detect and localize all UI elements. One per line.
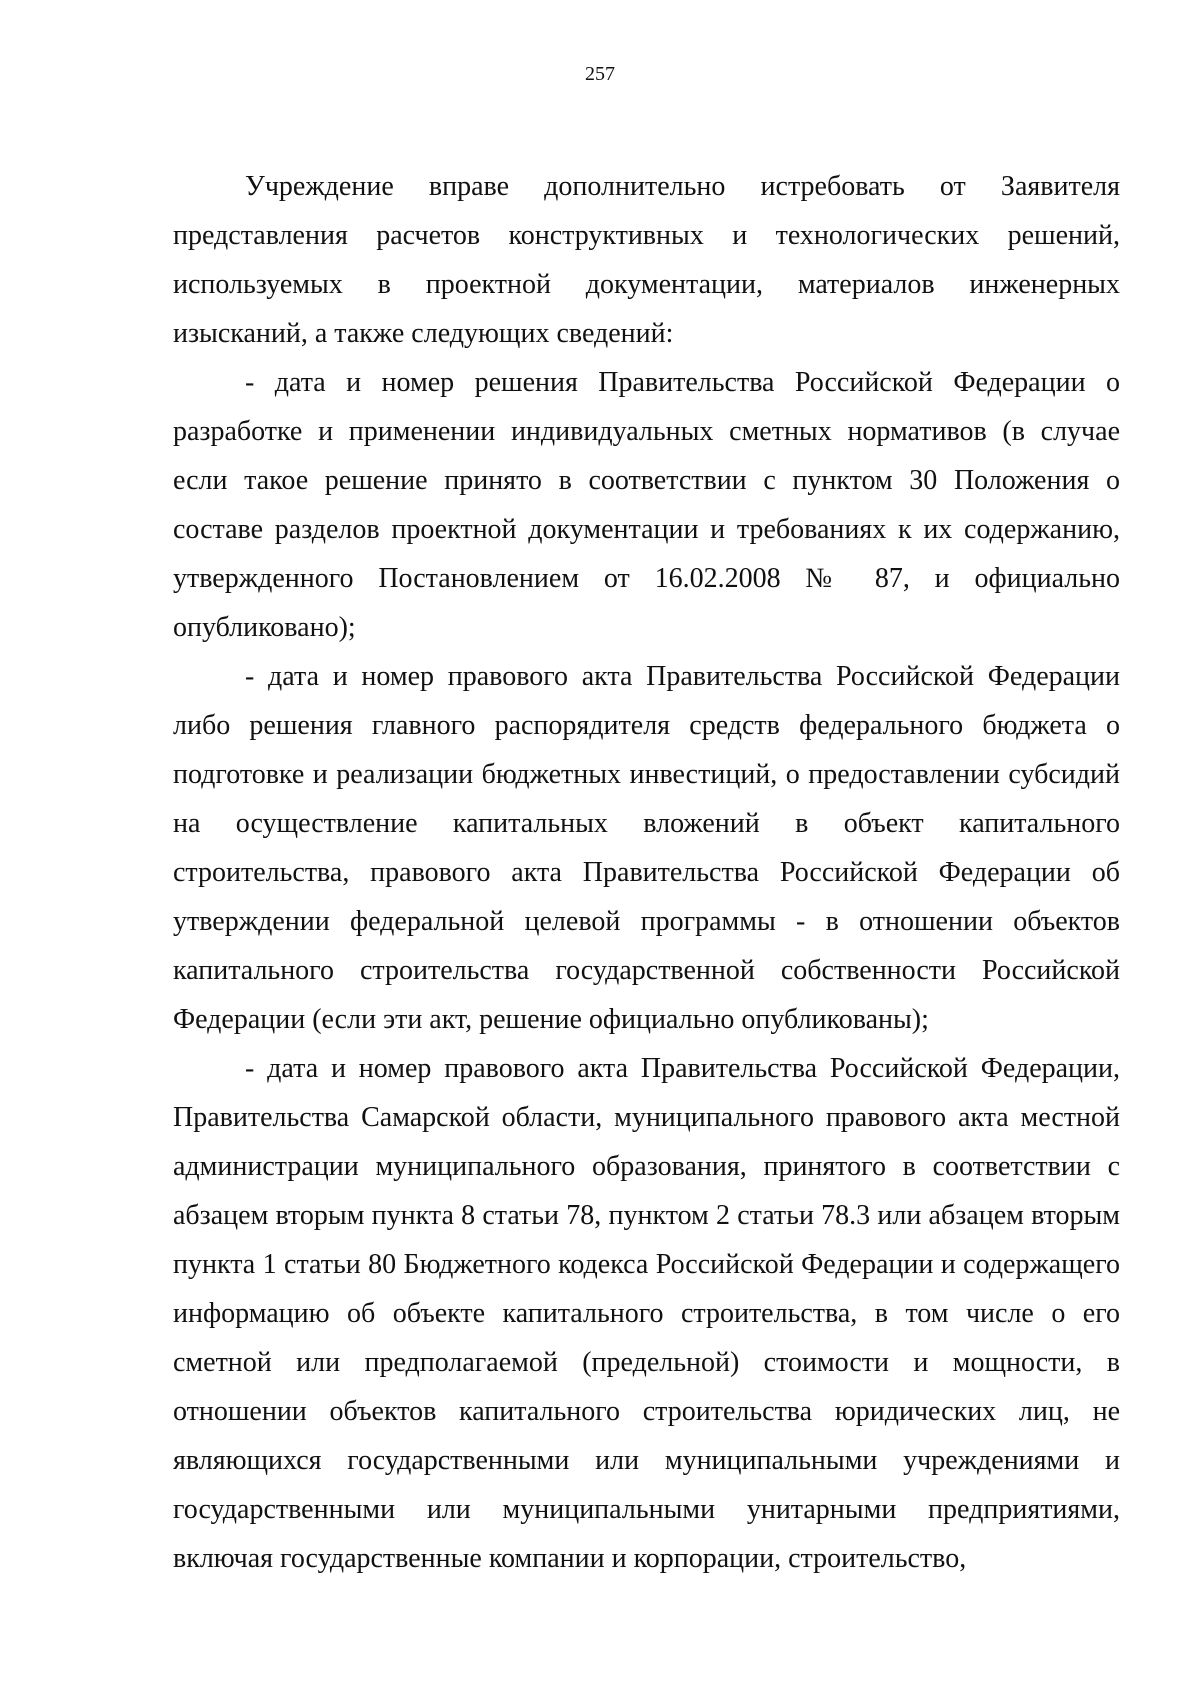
paragraph-item-legal-acts: - дата и номер правового акта Правительства Российской Федерации, Правительства Самарской области, муниципального правового акта местной администрации муниципального образования, принятого в соответствии с абзацем вторым пункта 8 статьи 78, пунктом 2 статьи 78.3 или абзацем вторым пункта 1 статьи 80 Бюджетного кодекса Российской Федерации и содержащего информацию об объекте капитального строительства, в том числе о его сметной или предполагаемой (предельной) стоимости и мощности, в отношении объектов капитального строительства юридических лиц, не являющихся государственными или муниципальными учреждениями и государственными или муниципальными унитарными предприятиями, включая государственные компании и корпорации, строительство,: [173, 1053, 1120, 1574]
document-body: [173, 162, 1120, 1583]
paragraph-item-budget-investments: - дата и номер правового акта Правительства Российской Федерации либо решения главного распорядителя средств федерального бюджета о подготовке и реализации бюджетных инвестиций, о предоставлении субсидий на осуществление капитальных вложений в объект капитального строительства, правового акта Правительства Российской Федерации об утверждении федеральной целевой программы - в отношении объектов капитального строительства государственной собственности Российской Федерации (если эти акт, решение официально опубликованы);: [173, 661, 1120, 1035]
paragraph-item-estimate-norms: - дата и номер решения Правительства Российской Федерации о разработке и применении индивидуальных сметных нормативов (в случае если такое решение принято в соответствии с пунктом 30 Положения о составе разделов проектной документации и требованиях к их содержанию, утвержденного Постановлением от 16.02.2008 № 87, и официально опубликовано);: [173, 367, 1120, 643]
paragraph-intro: Учреждение вправе дополнительно истребовать от Заявителя представления расчетов конструктивных и технологических решений, используемых в проектной документации, материалов инженерных изысканий, а также следующих сведений:: [173, 171, 1120, 349]
page-number: 257: [585, 63, 615, 85]
